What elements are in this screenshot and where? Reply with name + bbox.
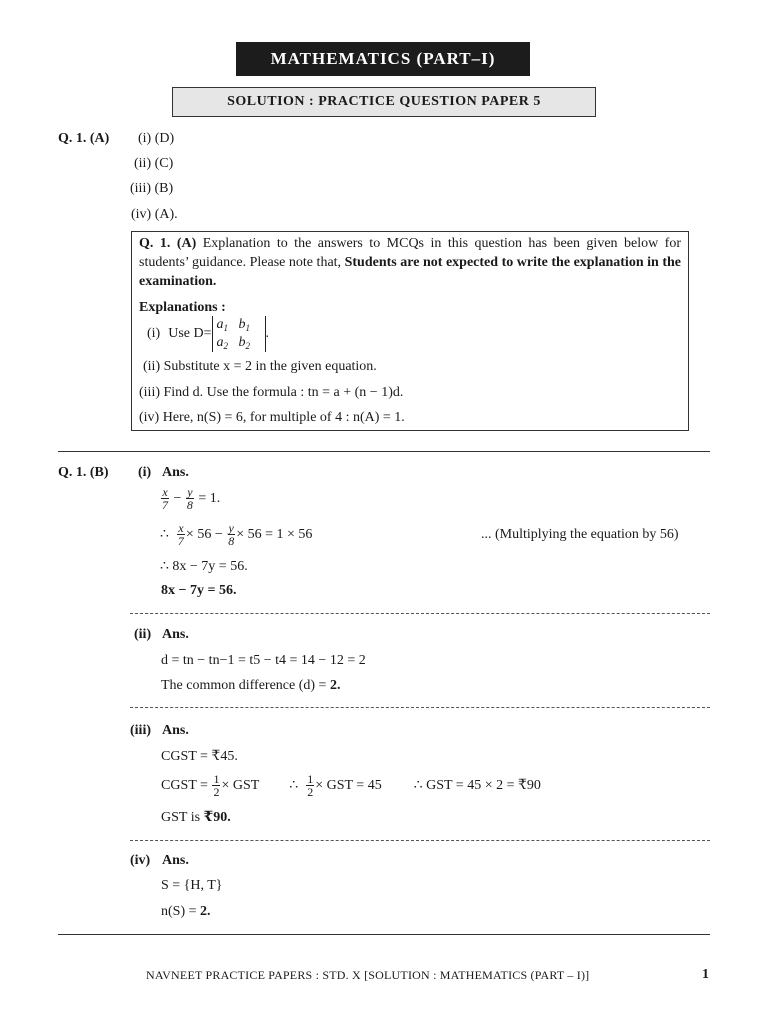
answer-value: (D) (154, 131, 175, 146)
q1b-iii-number: (iii) (130, 723, 151, 738)
q1b-iii-line-2-result: ∴ GST = 45 × 2 = ₹90 (413, 778, 541, 793)
dashed-divider (130, 707, 710, 708)
q1b-ii-line-1: d = tn − tn−1 = t5 − t4 = 14 − 12 = 2 (161, 653, 366, 668)
q1b-iv-line-2-text: n(S) = (161, 904, 201, 919)
q1b-iii-ans: Ans. (162, 723, 189, 738)
q1b-iii-line-3-value: ₹90. (203, 810, 231, 825)
q1b-iv-line-2-value: 2. (200, 904, 211, 919)
explanation-lead: Q. 1. (A) (139, 236, 197, 251)
explanation-3: (iii) Find d. Use the formula : tn = a + (n − 1)d. (139, 385, 404, 400)
q1b-i-number: (i) (138, 465, 152, 480)
q1b-ii-line-2-value: 2. (329, 678, 341, 693)
q1b-i-equation-2: ∴ $\frac{x}{7}$ × 56 − $\frac{y}{8}$ × 56 = 1 × 56 (160, 521, 313, 548)
q1b-i-equation-3: ∴ 8x − 7y = 56. (160, 559, 248, 574)
section-divider (58, 451, 710, 452)
q1a-answer-3 (130, 181, 173, 197)
q1b-iii-line-3-text: GST is (161, 810, 204, 825)
explanations-heading: Explanations : (139, 300, 226, 315)
page-number: 1 (702, 967, 709, 982)
footer-text: NAVNEET PRACTICE PAPERS : STD. X [SOLUTION : MATHEMATICS (PART – I)] (146, 968, 590, 982)
q1b-iv-line-1: S = {H, T} (161, 878, 223, 893)
explanation-2: (ii) Substitute x = 2 in the given equation. (143, 359, 377, 374)
explanation-4: (iv) Here, n(S) = 6, for multiple of 4 : n(A) = 1. (139, 410, 405, 425)
q1a-label: Q. 1. (A) (58, 131, 110, 146)
answer-number: (ii) (134, 156, 152, 171)
q1b-ii-number: (ii) (134, 627, 152, 642)
q1a-answer-1 (138, 131, 174, 147)
page-subtitle: SOLUTION : PRACTICE QUESTION PAPER 5 (172, 87, 596, 117)
q1a-answer-4 (131, 207, 178, 223)
explanation-1: (i) Use D= $a_1$ $b_1$ $a_2$ $b_2$ . (147, 317, 269, 351)
q1b-ii-ans: Ans. (162, 627, 189, 642)
answer-value: (B) (154, 181, 174, 196)
answer-number: (iv) (131, 207, 152, 222)
q1b-i-ans: Ans. (162, 465, 189, 480)
q1b-ii-line-2-text: The common difference (d) = (161, 678, 330, 693)
q1b-iii-line-3 (161, 809, 231, 826)
q1b-i-equation-2-tail: × 56 = 1 × 56 (236, 526, 313, 542)
page-title: MATHEMATICS (PART–I) (236, 42, 530, 76)
q1b-iv-line-2 (161, 904, 211, 920)
dashed-divider (130, 840, 710, 841)
explanation-1-number: (i) (147, 326, 161, 341)
q1b-label: Q. 1. (B) (58, 465, 109, 480)
explanation-bold-note: Students are not expected to write the explanation in the examination. (139, 255, 682, 289)
q1b-iii-line-1: CGST = ₹45. (161, 749, 238, 764)
explanation-1-text: Use D= (168, 326, 212, 341)
explanation-intro (139, 234, 681, 291)
dashed-divider (130, 613, 710, 614)
q1b-ii-line-2 (161, 678, 340, 694)
determinant: $a_1$ $b_1$ $a_2$ $b_2$ (212, 316, 266, 352)
explanation-text: Explanation to the answers to MCQs in this question has been given below for students’ guidance. Please note that, (139, 236, 681, 270)
q1a-answer-2 (134, 156, 173, 172)
q1b-i-note: ... (Multiplying the equation by 56) (481, 527, 679, 542)
footer-divider (58, 934, 710, 935)
q1b-i-equation-1: $\frac{x}{7}$ − $\frac{y}{8}$ = 1. (162, 485, 221, 512)
q1b-iii-line-2: CGST = $\frac{1}{2}$ × GST ∴ $\frac{1}{2}$ × GST = 45 ∴ GST = 45 × 2 = ₹90 (161, 772, 541, 799)
answer-number: (i) (138, 131, 152, 146)
q1b-iv-ans: Ans. (162, 853, 189, 868)
answer-value: (C) (154, 156, 174, 171)
answer-value: (A). (154, 207, 178, 222)
answer-number: (iii) (130, 181, 151, 196)
q1b-iv-number: (iv) (130, 853, 151, 868)
q1b-i-final: 8x − 7y = 56. (161, 583, 237, 598)
